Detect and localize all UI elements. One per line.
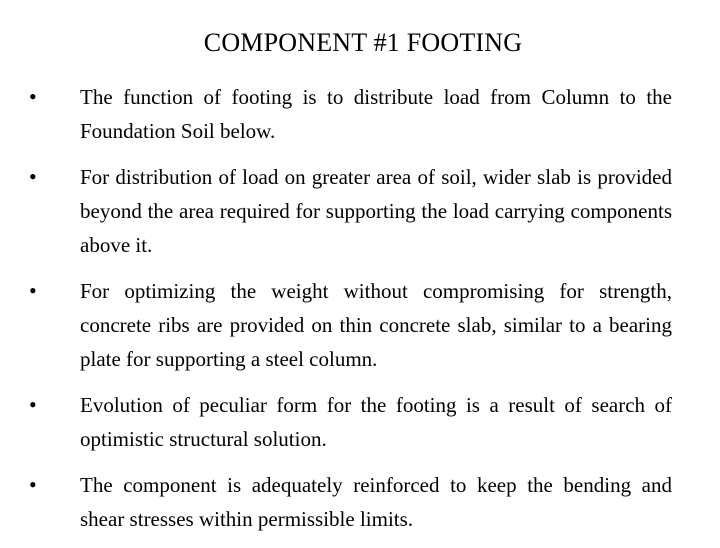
bullet-marker: • bbox=[29, 392, 37, 417]
bullet-marker: • bbox=[29, 278, 37, 303]
bullet-item bbox=[0, 468, 720, 536]
bullet-list bbox=[0, 80, 720, 548]
bullet-marker: • bbox=[29, 164, 37, 189]
bullet-text: The function of footing is to distribute load from Column to the Foundation Soil below. bbox=[80, 85, 672, 143]
bullet-text: The component is adequately reinforced to keep the bending and shear stresses within permissible limits. bbox=[80, 473, 672, 531]
bullet-marker: • bbox=[29, 84, 37, 109]
bullet-item bbox=[0, 160, 720, 262]
bullet-item bbox=[0, 274, 720, 376]
bullet-marker: • bbox=[29, 472, 37, 497]
bullet-item bbox=[0, 388, 720, 456]
slide-title: COMPONENT #1 FOOTING bbox=[203, 28, 523, 57]
bullet-text: For optimizing the weight without compromising for strength, concrete ribs are provided on thin concrete slab, similar to a bearing plate for supporting a steel column. bbox=[80, 279, 672, 371]
bullet-text: Evolution of peculiar form for the footing is a result of search of optimistic structural solution. bbox=[80, 393, 672, 451]
bullet-item bbox=[0, 80, 720, 148]
bullet-text: For distribution of load on greater area of soil, wider slab is provided beyond the area required for supporting the load carrying components above it. bbox=[80, 165, 672, 257]
